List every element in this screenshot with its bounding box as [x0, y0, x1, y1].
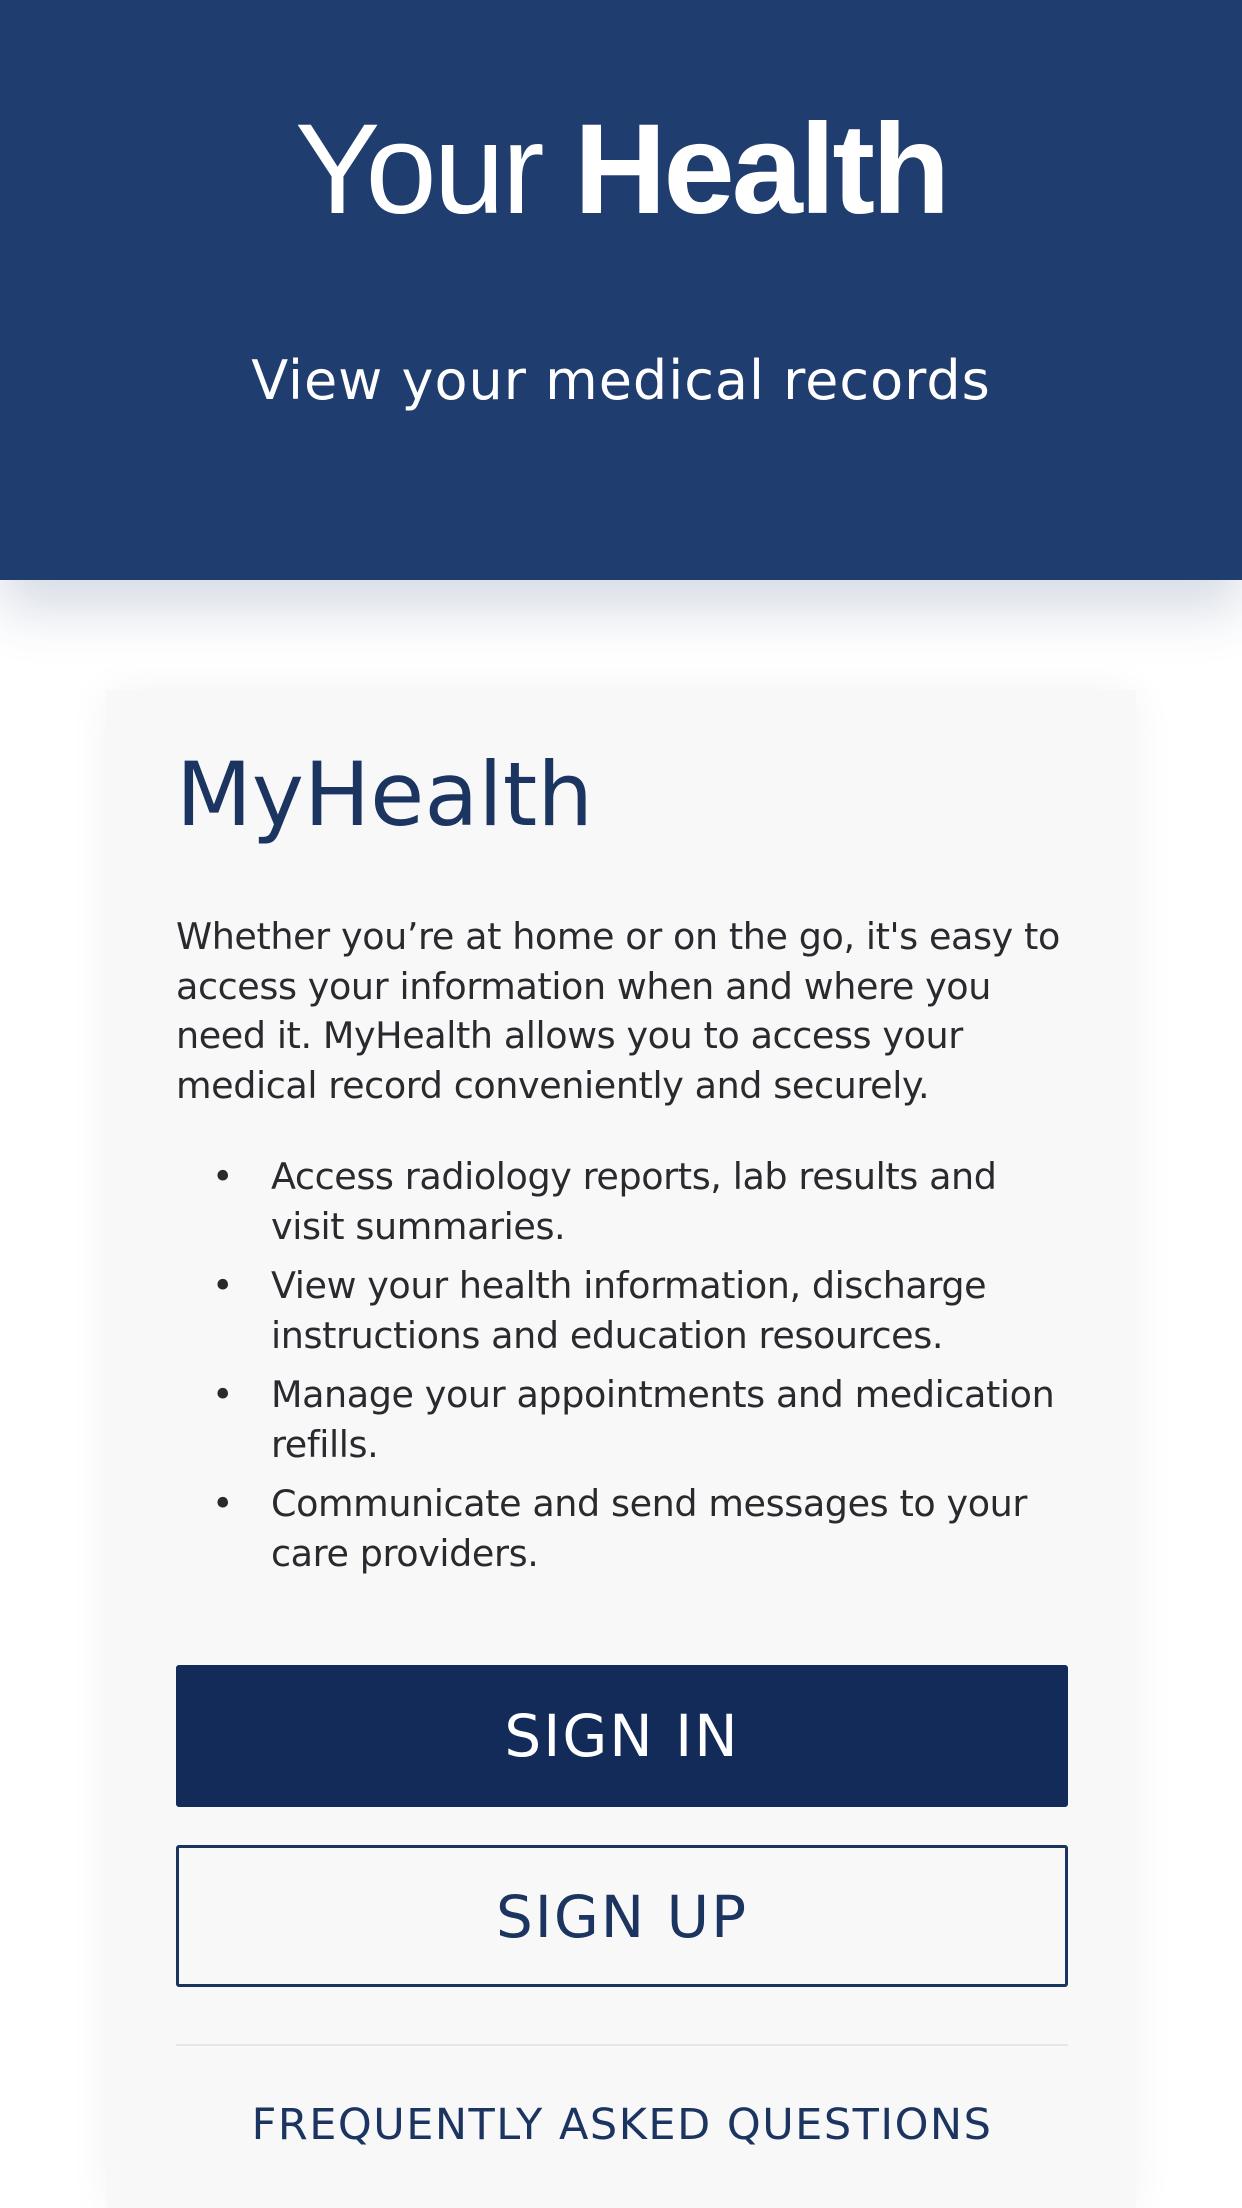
- myhealth-card: [106, 690, 1136, 2208]
- feature-item-appointments: [176, 1370, 1076, 1469]
- hero-banner: [0, 0, 1242, 580]
- hero-title-light: Your: [294, 98, 542, 241]
- hero-title-bold: Health: [574, 98, 948, 241]
- feature-item-reports: [176, 1152, 1076, 1251]
- faq-link[interactable]: FREQUENTLY ASKED QUESTIONS: [251, 2100, 993, 2150]
- card-intro-text: Whether you’re at home or on the go, it's easy to access your information when and where you need it. MyHealth allows you to access your medical record conveniently and securely.: [176, 915, 1060, 1107]
- feature-text: Access radiology reports, lab results and visit summaries.: [271, 1155, 997, 1248]
- bullet-icon: •: [212, 1373, 234, 1416]
- feature-list: [176, 1152, 1076, 1588]
- card-title: MyHealth: [176, 743, 593, 846]
- feature-text: View your health information, discharge instructions and education resources.: [271, 1264, 987, 1357]
- hero-subtitle: View your medical records: [251, 349, 991, 412]
- feature-item-health-info: [176, 1261, 1076, 1360]
- sign-in-button[interactable]: SIGN IN: [176, 1665, 1068, 1807]
- sign-up-button[interactable]: SIGN UP: [176, 1845, 1068, 1987]
- bullet-icon: •: [212, 1264, 234, 1307]
- feature-item-messages: [176, 1479, 1076, 1578]
- divider: [176, 2044, 1068, 2046]
- feature-text: Communicate and send messages to your care providers.: [271, 1482, 1027, 1575]
- feature-text: Manage your appointments and medication refills.: [271, 1373, 1055, 1466]
- hero-title: [0, 95, 1242, 245]
- bullet-icon: •: [212, 1155, 234, 1198]
- bullet-icon: •: [212, 1482, 234, 1525]
